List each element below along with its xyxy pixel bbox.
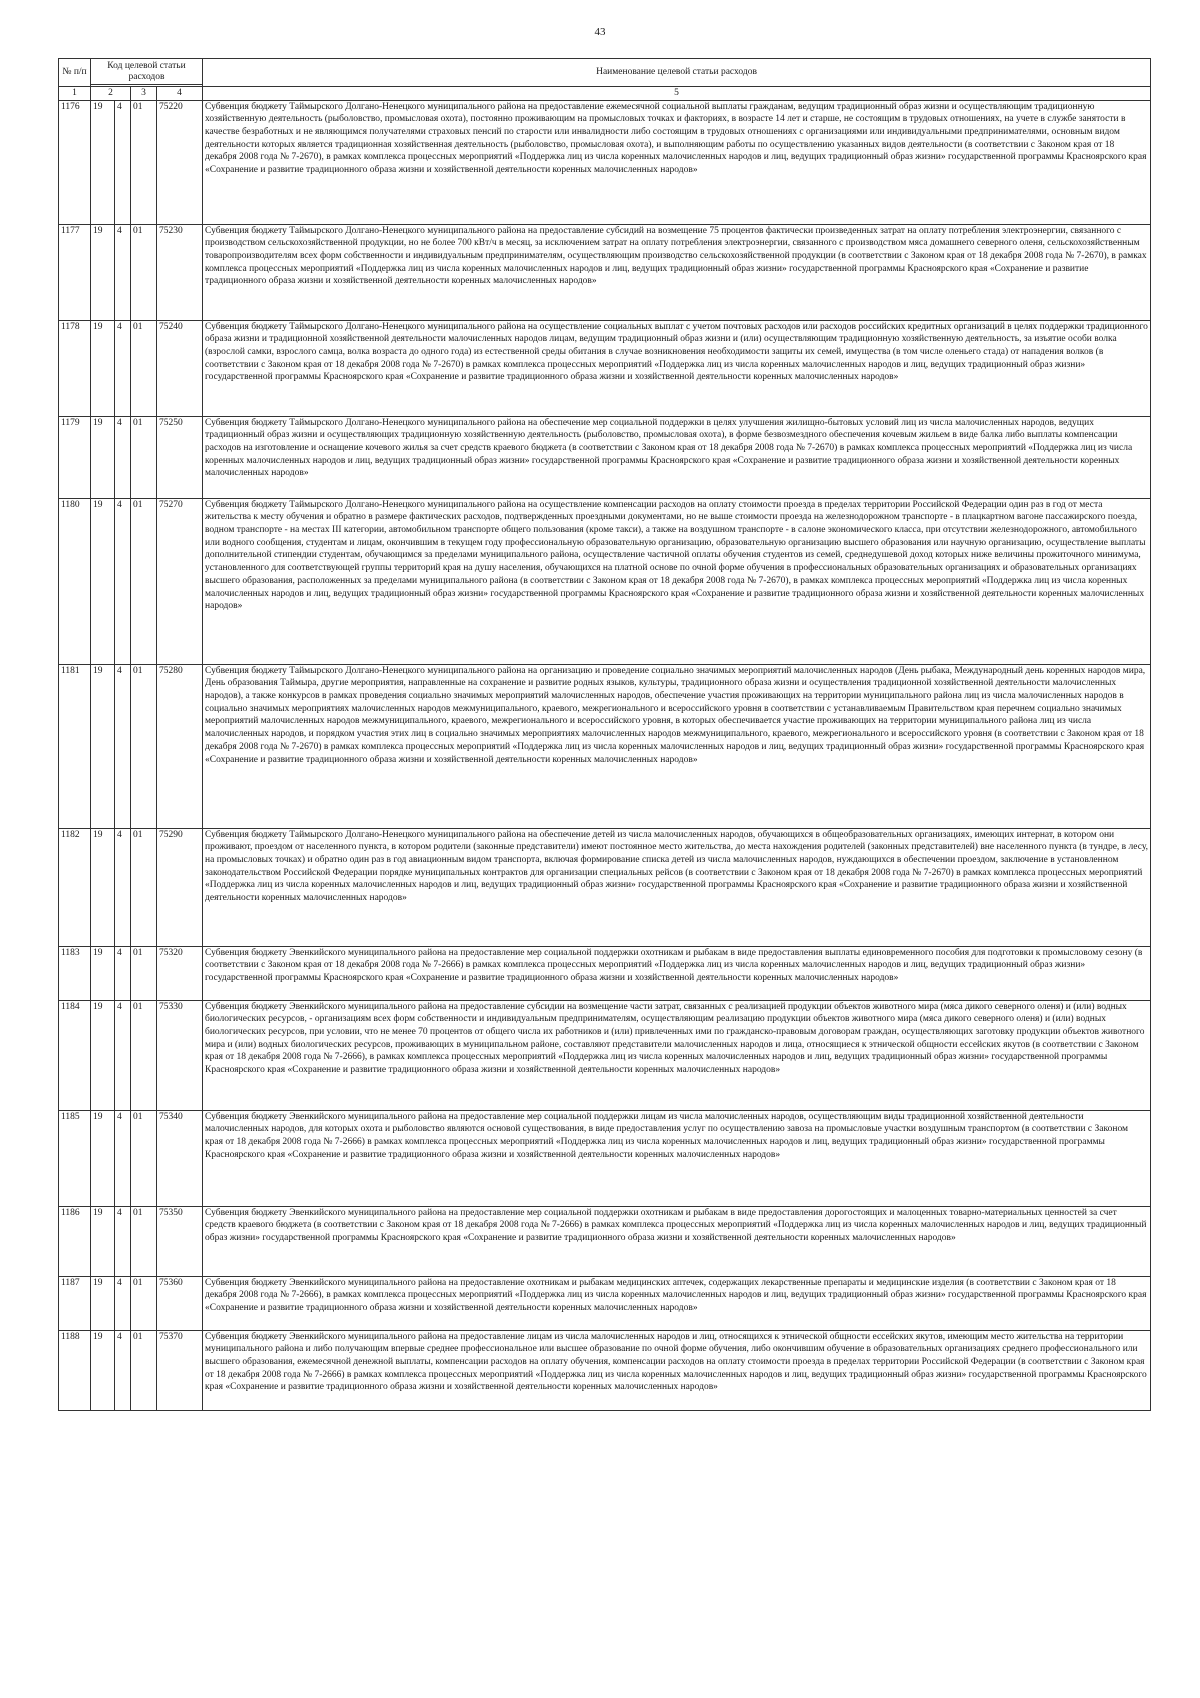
column-index: 2 xyxy=(91,86,131,100)
code-part-2: 4 xyxy=(115,320,131,416)
row-number: 1186 xyxy=(59,1206,91,1276)
column-index: 4 xyxy=(157,86,203,100)
row-description: Субвенция бюджету Эвенкийского муниципального района на предоставление мер социальной поддержки охотникам и рыбакам в виде предоставления выплаты единовременного пособия для подготовки к промысловому сезону (в соответствии с Законом края от 18 декабря 2008 года № 7-2666) в рамках комплекса процессных мероприятий «Поддержка лиц из числа коренных малочисленных народов и лиц, ведущих традиционный образ жизни» государственной программы Красноярского края «Сохранение и развитие традиционного образа жизни и хозяйственной деятельности коренных малочисленных народов» xyxy=(203,946,1151,1000)
code-part-1: 19 xyxy=(91,828,115,946)
code-part-2: 4 xyxy=(115,1276,131,1330)
code-part-1: 19 xyxy=(91,664,115,828)
code-part-1: 19 xyxy=(91,100,115,224)
code-part-2: 4 xyxy=(115,1000,131,1110)
column-index: 3 xyxy=(131,86,157,100)
table-row xyxy=(59,1110,1151,1206)
row-description: Субвенция бюджету Эвенкийского муниципального района на предоставление охотникам и рыбакам медицинских аптечек, содержащих лекарственные препараты и медицинские изделия (в соответствии с Законом края от 18 декабря 2008 года № 7-2666), в рамках комплекса процессных мероприятий «Поддержка лиц из числа коренных малочисленных народов и лиц, ведущих традиционный образ жизни» государственной программы Красноярского края «Сохранение и развитие традиционного образа жизни и хозяйственной деятельности коренных малочисленных народов» xyxy=(203,1276,1151,1330)
row-description: Субвенция бюджету Эвенкийского муниципального района на предоставление мер социальной поддержки охотникам и рыбакам в виде предоставления дорогостоящих и малоценных товарно-материальных ценностей за счет средств краевого бюджета (в соответствии с Законом края от 18 декабря 2008 года № 7-2666) в рамках комплекса процессных мероприятий «Поддержка лиц из числа коренных малочисленных народов и лиц, ведущих традиционный образ жизни» государственной программы Красноярского края «Сохранение и развитие традиционного образа жизни и хозяйственной деятельности коренных малочисленных народов» xyxy=(203,1206,1151,1276)
code-part-3: 01 xyxy=(131,1276,157,1330)
code-part-3: 01 xyxy=(131,224,157,320)
code-part-4: 75270 xyxy=(157,498,203,664)
row-description: Субвенция бюджету Эвенкийского муниципального района на предоставление субсидии на возмещение части затрат, связанных с реализацией продукции объектов животного мира (мяса дикого северного оленя) и (или) водных биологических ресурсов, - организациям всех форм собственности и индивидуальным предпринимателям, осуществляющим реализацию продукции объектов животного мира (мяса дикого северного оленя) и (или) водных биологических ресурсов, при условии, что не менее 70 процентов от общего числа их работников и (или) привлеченных ими по гражданско-правовым договорам граждан, осуществляющих заготовку продукции объектов животного мира и (или) водных биологических ресурсов, проживающих в муниципальном районе, составляют представители малочисленных народов и лица, относящиеся к этнической общности ессейских якутов (в соответствии с Законом края от 18 декабря 2008 года № 7-2666), в рамках комплекса процессных мероприятий «Поддержка лиц из числа коренных малочисленных народов и лиц, ведущих традиционный образ жизни» государственной программы Красноярского края «Сохранение и развитие традиционного образа жизни и хозяйственной деятельности коренных малочисленных народов» xyxy=(203,1000,1151,1110)
row-number: 1184 xyxy=(59,1000,91,1110)
row-description: Субвенция бюджету Эвенкийского муниципального района на предоставление лицам из числа малочисленных народов и лиц, относящихся к этнической общности ессейских якутов, имеющим место жительства на территории муниципального района и либо получающим впервые среднее профессиональное или высшее образование по очной форме обучения, либо окончившим обучение в образовательных организациях среднего профессионального или высшего образования, ежемесячной денежной выплаты, компенсации расходов на оплату обучения, компенсации расходов на оплату стоимости проезда в пределах территории Российской Федерации (в соответствии с Законом края от 18 декабря 2008 года № 7-2666) в рамках комплекса процессных мероприятий «Поддержка лиц из числа коренных малочисленных народов и лиц, ведущих традиционный образ жизни» государственной программы Красноярского края «Сохранение и развитие традиционного образа жизни и хозяйственной деятельности коренных малочисленных народов» xyxy=(203,1330,1151,1410)
code-part-2: 4 xyxy=(115,224,131,320)
code-part-1: 19 xyxy=(91,498,115,664)
code-part-3: 01 xyxy=(131,1000,157,1110)
code-part-1: 19 xyxy=(91,1110,115,1206)
code-part-2: 4 xyxy=(115,828,131,946)
code-part-4: 75220 xyxy=(157,100,203,224)
page-number: 43 xyxy=(594,26,606,38)
header-code: Код целевой статьи расходов xyxy=(91,59,203,85)
budget-table xyxy=(58,58,1151,1411)
code-part-1: 19 xyxy=(91,1000,115,1110)
code-part-4: 75230 xyxy=(157,224,203,320)
code-part-2: 4 xyxy=(115,1110,131,1206)
row-description: Субвенция бюджету Таймырского Долгано-Ненецкого муниципального района на обеспечение детей из числа малочисленных народов, обучающихся в общеобразовательных организациях, имеющих интернат, в котором они проживают, проездом от населенного пункта, в котором родители (законные представители) имеют постоянное место жительства, до места нахождения родителей (законных представителей) вне населенного пункта (в тундре, в лесу, на промысловых точках) и обратно один раз в год авиационным видом транспорта, включая формирование списка детей из числа малочисленных народов, нуждающихся в обеспечении проездом, заключение в установленном законодательством Российской Федерации порядке муниципальных контрактов для организации специальных рейсов (в соответствии с Законом края от 18 декабря 2008 года № 7-2670) в рамках комплекса процессных мероприятий «Поддержка лиц из числа коренных малочисленных народов и лиц, ведущих традиционный образ жизни» государственной программы Красноярского края «Сохранение и развитие традиционного образа жизни и хозяйственной деятельности коренных малочисленных народов» xyxy=(203,828,1151,946)
row-description: Субвенция бюджету Таймырского Долгано-Ненецкого муниципального района на осуществление социальных выплат с учетом почтовых расходов или расходов российских кредитных организаций в целях поддержки традиционного образа жизни и традиционной хозяйственной деятельности малочисленных народов лицам, ведущим традиционный образ жизни и (или) осуществляющим традиционную хозяйственную деятельность, за изъятие особи волка (взрослой самки, взрослого самца, волка возраста до одного года) из естественной среды обитания в случае возникновения необходимости защиты их семей, имущества (в том числе оленьего стада) от нападения волков (в соответствии с Законом края от 18 декабря 2008 года № 7-2670) в рамках комплекса процессных мероприятий «Поддержка лиц из числа коренных малочисленных народов и лиц, ведущих традиционный образ жизни» государственной программы Красноярского края «Сохранение и развитие традиционного образа жизни и хозяйственной деятельности коренных малочисленных народов» xyxy=(203,320,1151,416)
code-part-1: 19 xyxy=(91,1276,115,1330)
code-part-3: 01 xyxy=(131,828,157,946)
column-index: 5 xyxy=(203,86,1151,100)
code-part-4: 75330 xyxy=(157,1000,203,1110)
table-row xyxy=(59,1000,1151,1110)
table-row xyxy=(59,320,1151,416)
code-part-3: 01 xyxy=(131,1110,157,1206)
code-part-2: 4 xyxy=(115,416,131,498)
code-part-4: 75320 xyxy=(157,946,203,1000)
code-part-3: 01 xyxy=(131,498,157,664)
code-part-3: 01 xyxy=(131,946,157,1000)
row-number: 1185 xyxy=(59,1110,91,1206)
code-part-3: 01 xyxy=(131,100,157,224)
column-index-row xyxy=(59,86,1151,100)
code-part-1: 19 xyxy=(91,320,115,416)
row-number: 1187 xyxy=(59,1276,91,1330)
code-part-1: 19 xyxy=(91,946,115,1000)
row-number: 1176 xyxy=(59,100,91,224)
header-row xyxy=(59,59,1151,85)
table-row xyxy=(59,100,1151,224)
row-number: 1188 xyxy=(59,1330,91,1410)
code-part-2: 4 xyxy=(115,1206,131,1276)
table-row xyxy=(59,828,1151,946)
row-number: 1181 xyxy=(59,664,91,828)
code-part-2: 4 xyxy=(115,946,131,1000)
table-row xyxy=(59,664,1151,828)
code-part-1: 19 xyxy=(91,1330,115,1410)
code-part-3: 01 xyxy=(131,1330,157,1410)
row-description: Субвенция бюджету Таймырского Долгано-Ненецкого муниципального района на организацию и проведение социально значимых мероприятий малочисленных народов (День рыбака, Международный день коренных народов мира, День образования Таймыра, другие мероприятия, направленные на сохранение и развитие родных языков, культуры, традиционного образа жизни и осуществления традиционной хозяйственной деятельности малочисленных народов), а также конкурсов в рамках проведения социально значимых мероприятий малочисленных народов, обеспечение участия проживающих на территории муниципального района лиц из числа малочисленных народов в социально значимых мероприятиях малочисленных народов межмуниципального, краевого, межрегионального и всероссийского уровня в соответствии с устанавливаемым Правительством края перечнем социально значимых мероприятий малочисленных народов межмуниципального, краевого, межрегионального и всероссийского уровня, в которых обеспечивается участие проживающих на территории муниципального района лиц из числа малочисленных народов, и порядком участия этих лиц в социально значимых мероприятиях малочисленных народов межмуниципального, краевого, межрегионального и всероссийского уровня (в соответствии с Законом края от 18 декабря 2008 года № 7-2670) в рамках комплекса процессных мероприятий «Поддержка лиц из числа коренных малочисленных народов и лиц, ведущих традиционный образ жизни» государственной программы Красноярского края «Сохранение и развитие традиционного образа жизни и хозяйственной деятельности коренных малочисленных народов» xyxy=(203,664,1151,828)
row-number: 1182 xyxy=(59,828,91,946)
code-part-2: 4 xyxy=(115,100,131,224)
column-index: 1 xyxy=(59,86,91,100)
header-number: № п/п xyxy=(59,59,91,87)
code-part-3: 01 xyxy=(131,1206,157,1276)
code-part-3: 01 xyxy=(131,320,157,416)
table-row xyxy=(59,498,1151,664)
table-row xyxy=(59,946,1151,1000)
code-part-2: 4 xyxy=(115,1330,131,1410)
code-part-1: 19 xyxy=(91,416,115,498)
code-part-4: 75240 xyxy=(157,320,203,416)
code-part-4: 75360 xyxy=(157,1276,203,1330)
row-description: Субвенция бюджету Таймырского Долгано-Ненецкого муниципального района на обеспечение мер социальной поддержки в целях улучшения жилищно-бытовых условий лиц из числа малочисленных народов, ведущих традиционный образ жизни и осуществляющих традиционную хозяйственную деятельность (рыболовство, промысловая охота), в форме безвозмездного обеспечения кочевым жильем в виде балка либо выплаты компенсации расходов на изготовление и оснащение кочевого жилья за счет средств краевого бюджета (в соответствии с Законом края от 18 декабря 2008 года № 7-2670) в рамках комплекса процессных мероприятий «Поддержка лиц из числа коренных малочисленных народов и лиц, ведущих традиционный образ жизни» государственной программы Красноярского края «Сохранение и развитие традиционного образа жизни и хозяйственной деятельности коренных малочисленных народов» xyxy=(203,416,1151,498)
row-number: 1177 xyxy=(59,224,91,320)
row-description: Субвенция бюджету Эвенкийского муниципального района на предоставление мер социальной поддержки лицам из числа малочисленных народов, осуществляющим виды традиционной хозяйственной деятельности малочисленных народов, для которых охота и рыболовство являются основой существования, в виде предоставления услуг по осуществлению завоза на промысловые участки воздушным транспортом (в соответствии с Законом края от 18 декабря 2008 года № 7-2666) в рамках комплекса процессных мероприятий «Поддержка лиц из числа коренных малочисленных народов и лиц, ведущих традиционный образ жизни» государственной программы Красноярского края «Сохранение и развитие традиционного образа жизни и хозяйственной деятельности коренных малочисленных народов» xyxy=(203,1110,1151,1206)
table-row xyxy=(59,1276,1151,1330)
code-part-4: 75340 xyxy=(157,1110,203,1206)
row-number: 1183 xyxy=(59,946,91,1000)
code-part-3: 01 xyxy=(131,664,157,828)
code-part-1: 19 xyxy=(91,1206,115,1276)
row-number: 1180 xyxy=(59,498,91,664)
table-row xyxy=(59,224,1151,320)
table-row xyxy=(59,1330,1151,1410)
row-number: 1179 xyxy=(59,416,91,498)
code-part-2: 4 xyxy=(115,498,131,664)
code-part-4: 75290 xyxy=(157,828,203,946)
row-number: 1178 xyxy=(59,320,91,416)
code-part-1: 19 xyxy=(91,224,115,320)
header-name: Наименование целевой статьи расходов xyxy=(203,59,1151,87)
code-part-3: 01 xyxy=(131,416,157,498)
row-description: Субвенция бюджету Таймырского Долгано-Ненецкого муниципального района на предоставление ежемесячной социальной выплаты гражданам, ведущим традиционный образ жизни и осуществляющим традиционную хозяйственную деятельность (рыболовство, промысловая охота), постоянно проживающим на промысловых точках и факториях, в возрасте 14 лет и старше, не состоящим в трудовых отношениях, на учете в службе занятости в качестве безработных и не являющимся получателями страховых пенсий по старости или инвалидности либо состоящим в трудовых отношениях с организациями или индивидуальными предпринимателями, основным видом деятельности которых является традиционная хозяйственная деятельность (рыболовство, промысловая охота), и выполняющим работы по осуществлению указанных видов деятельности (в соответствии с Законом края от 18 декабря 2008 года № 7-2670), в рамках комплекса процессных мероприятий «Поддержка лиц из числа коренных малочисленных народов и лиц, ведущих традиционный образ жизни» государственной программы Красноярского края «Сохранение и развитие традиционного образа жизни и хозяйственной деятельности коренных малочисленных народов» xyxy=(203,100,1151,224)
code-part-4: 75280 xyxy=(157,664,203,828)
row-description: Субвенция бюджету Таймырского Долгано-Ненецкого муниципального района на предоставление субсидий на возмещение 75 процентов фактически произведенных затрат на оплату потребления электроэнергии, связанного с производством сельскохозяйственной продукции, но не более 700 кВт/ч в месяц, за исключением затрат на оплату потребления электроэнергии, связанного с производством мяса домашнего северного оленя, сельскохозяйственным товаропроизводителям всех форм собственности и индивидуальным предпринимателям, осуществляющим производство сельскохозяйственной продукции (в соответствии с Законом края от 18 декабря 2008 года № 7-2670), в рамках комплекса процессных мероприятий «Поддержка лиц из числа коренных малочисленных народов и лиц, ведущих традиционный образ жизни» государственной программы Красноярского края «Сохранение и развитие традиционного образа жизни и хозяйственной деятельности коренных малочисленных народов» xyxy=(203,224,1151,320)
table-row xyxy=(59,1206,1151,1276)
code-part-4: 75350 xyxy=(157,1206,203,1276)
code-part-2: 4 xyxy=(115,664,131,828)
row-description: Субвенция бюджету Таймырского Долгано-Ненецкого муниципального района на осуществление компенсации расходов на оплату стоимости проезда в пределах территории Российской Федерации один раз в год от места жительства к месту обучения и обратно в размере фактических расходов, подтвержденных проездными документами, но не выше стоимости проезда на железнодорожном транспорте - в плацкартном вагоне пассажирского поезда, водном транспорте - на местах III категории, автомобильном транспорте общего пользования (кроме такси), а также на воздушном транспорте - в салоне экономического класса, при отсутствии железнодорожного, автомобильного или водного сообщения, студентам и лицам, окончившим в текущем году профессиональную образовательную организацию, образовательную организацию высшего образования или научную организацию, осуществление выплаты дополнительной стипендии студентам, обучающимся за пределами муниципального района, осуществление частичной оплаты обучения студентов из семей, среднедушевой доход которых ниже величины прожиточного минимума, установленного для соответствующей группы территорий края на душу населения, обучающихся на платной основе по очной форме обучения в профессиональных образовательных организациях и образовательных организациях высшего образования, расположенных за пределами муниципального района (в соответствии с Законом края от 18 декабря 2008 года № 7-2670), в рамках комплекса процессных мероприятий «Поддержка лиц из числа коренных малочисленных народов и лиц, ведущих традиционный образ жизни» государственной программы Красноярского края «Сохранение и развитие традиционного образа жизни и хозяйственной деятельности коренных малочисленных народов» xyxy=(203,498,1151,664)
table-row xyxy=(59,416,1151,498)
code-part-4: 75250 xyxy=(157,416,203,498)
code-part-4: 75370 xyxy=(157,1330,203,1410)
